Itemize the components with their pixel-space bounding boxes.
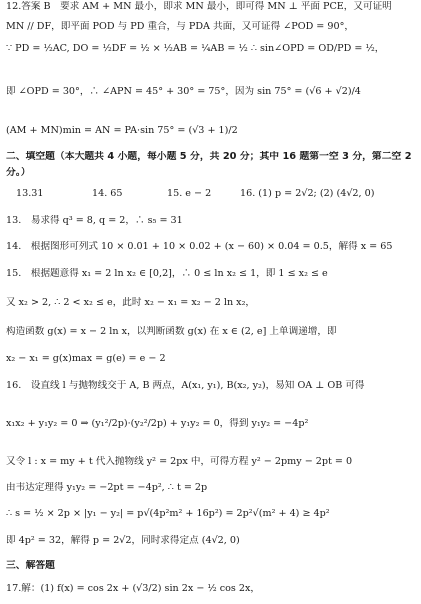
answer-14: 14. 65 xyxy=(92,188,123,199)
solution-16: 16. 设直线 l 与抛物线交于 A, B 两点，A(x₁, y₁), B(x₂, y₂)，易知 OA ⊥ OB 可得 xyxy=(6,380,365,391)
solution-14: 14. 根据图形可列式 10 × 0.01 + 10 × 0.02 + (x − 60) × 0.04 = 0.5，解得 x = 65 xyxy=(6,241,393,252)
solution-13: 13. 易求得 q³ = 8, q = 2，∴ s₅ = 31 xyxy=(6,215,183,226)
solution-15: 15. 根据题意得 x₁ = 2 ln x₂ ∈ [0,2]，∴ 0 ≤ ln x₂ ≤ 1，即 1 ≤ x₂ ≤ e xyxy=(6,268,328,279)
solution-16-cont: x₁x₂ + y₁y₂ = 0 ⇒ (y₁²/2p)·(y₂²/2p) + y₁y₂ = 0，得到 y₁y₂ = −4p² xyxy=(6,418,309,429)
solution-15-cont: 又 x₂ > 2, ∴ 2 < x₂ ≤ e，此时 x₂ − x₁ = x₂ − 2 ln x₂， xyxy=(6,297,256,308)
answer-15: 15. e − 2 xyxy=(167,188,212,199)
section-heading: 二、填空题（本大题共 4 小题，每小题 5 分，共 20 分；其中 16 题第一空 3 分，第二空 2 xyxy=(6,151,412,162)
text-line: (AM + MN)min = AN = PA·sin 75° = (√3 + 1)/2 xyxy=(6,125,238,136)
solution-17: 17.解：(1) f(x) = cos 2x + (√3/2) sin 2x − ½ cos 2x， xyxy=(6,583,260,594)
section-heading: 三、解答题 xyxy=(6,560,55,571)
answer-16: 16. (1) p = 2√2; (2) (4√2, 0) xyxy=(240,188,375,199)
solution-15-cont: x₂ − x₁ = g(x)max = g(e) = e − 2 xyxy=(6,353,166,364)
text-line: ∵ PD = ½AC, DO = ½DF = ½ × ½AB = ¼AB = ½ ∴ sin∠OPD = OD/PD = ½， xyxy=(6,43,385,54)
solution-16-cont: 即 4p² = 32，解得 p = 2√2，同时求得定点 (4√2, 0) xyxy=(6,535,240,546)
solution-16-cont: 由韦达定理得 y₁y₂ = −2pt = −4p², ∴ t = 2p xyxy=(6,482,208,493)
solution-16-cont: 又令 l : x = my + t 代入抛物线 y² = 2px 中，可得方程 y² − 2pmy − 2pt = 0 xyxy=(6,456,353,467)
solution-15-cont: 构造函数 g(x) = x − 2 ln x，以判断函数 g(x) 在 x ∈ (2, e] 上单调递增，即 xyxy=(6,326,337,337)
text-line: 即 ∠OPD = 30°，∴ ∠APN = 45° + 30° = 75°，因为 sin 75° = (√6 + √2)/4 xyxy=(6,86,361,97)
section-heading-cont: 分。） xyxy=(6,167,31,178)
text-line: MN // DF，即平面 POD 与 PD 重合，与 PDA 共面，又可证得 ∠POD = 90°， xyxy=(6,21,354,32)
answer-13: 13.31 xyxy=(16,188,44,199)
text-line: 12.答案 B 要求 AM + MN 最小，即求 MN 最小，即可得 MN ⊥ 平面 PCE，又可证明 xyxy=(6,1,392,12)
solution-16-cont: ∴ s = ½ × 2p × |y₁ − y₂| = p√(4p²m² + 16p²) = 2p²√(m² + 4) ≥ 4p² xyxy=(6,508,330,519)
